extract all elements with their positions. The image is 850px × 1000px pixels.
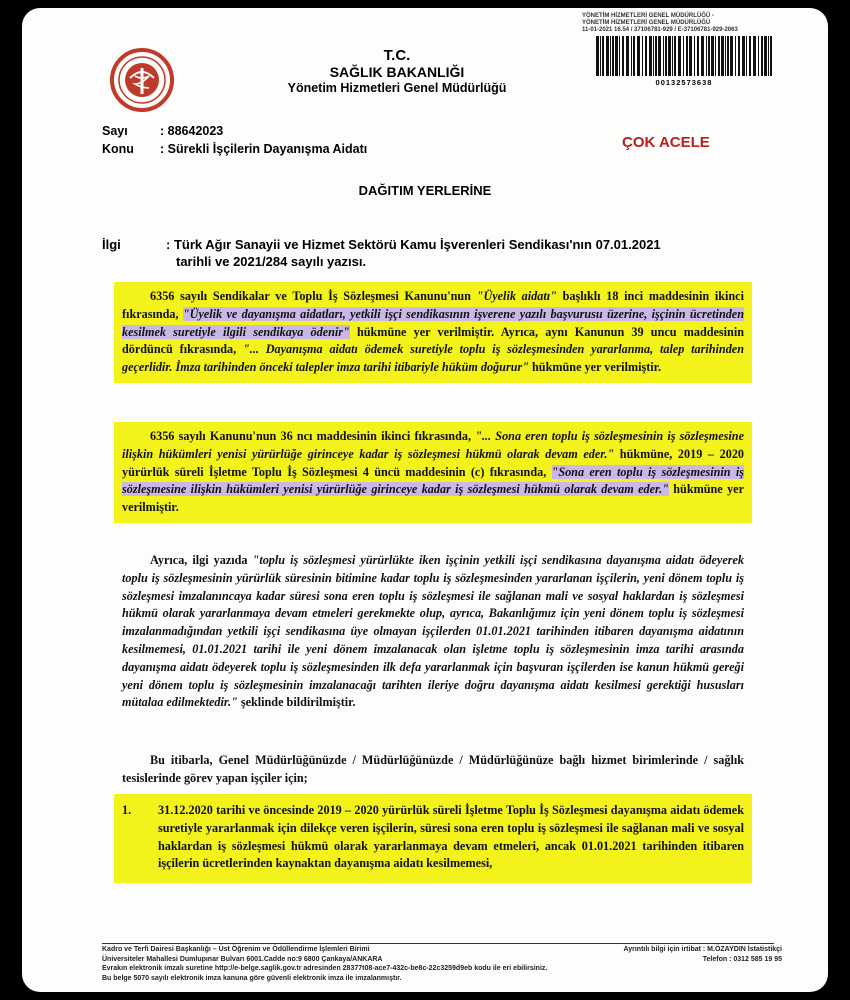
barcode-bar <box>764 36 767 76</box>
barcode-bar <box>622 36 624 76</box>
barcode-bar <box>674 36 676 76</box>
barcode-bar <box>683 36 684 76</box>
barcode-bar <box>678 36 681 76</box>
p2-text-2: hükmüne, 2019 – 2020 yürürlük süreli İşletme Toplu İş Sözleşmesi 4 üncü maddesinin (c) fıkrasında, <box>122 446 745 479</box>
barcode-bar <box>610 36 611 76</box>
list-item-number: 1. <box>122 803 132 817</box>
barcode-bar <box>637 36 640 76</box>
p1-text-2: başlıklı 18 inci maddesinin ikinci fıkrasında, <box>122 289 744 321</box>
p2-text-3: hükmüne yer verilmiştir. <box>122 482 744 515</box>
document-page <box>22 8 828 992</box>
paragraph-2 <box>114 422 752 523</box>
barcode-bar <box>694 36 695 76</box>
barcode-bar <box>658 36 661 76</box>
barcode-bar <box>672 36 673 76</box>
barcode-bar <box>758 36 759 76</box>
ministry-header <box>222 48 572 96</box>
barcode-bar <box>626 36 629 76</box>
distribution-heading: DAĞITIM YERLERİNE <box>358 183 492 198</box>
footer-esignature: Bu belge 5070 sayılı elektronik imza kanuna göre güvenli elektronik imza ile imzalanmıştır. <box>102 974 402 982</box>
paragraph-4 <box>114 746 752 794</box>
reference-label: İlgi <box>102 237 121 252</box>
konu-row <box>102 142 367 156</box>
footer-divider <box>102 943 774 944</box>
header-ministry: SAĞLIK BAKANLIĞI <box>329 64 465 80</box>
konu-value: : Sürekli İşçilerin Dayanışma Aidatı <box>160 142 368 156</box>
reference-text <box>166 236 746 270</box>
footer-contact: Ayrıntılı bilgi için irtibat : M.ÖZAYDIN İstatistikçi <box>623 946 782 953</box>
p1-text-3: hükmüne yer verilmiştir. Ayrıca, aynı Kanunun 39 uncu maddesinin dördüncü fıkrasında, <box>122 324 744 357</box>
p1-text-4: hükmüne yer verilmiştir. <box>528 360 662 375</box>
barcode-bar <box>663 36 664 76</box>
p1-quote-title: "Üyelik aidatı" <box>476 289 557 303</box>
barcode-line2: YÖNETİM HİZMETLERİ GENEL MÜDÜRLÜĞÜ <box>582 20 711 26</box>
list-item-text: 31.12.2020 tarihi ve öncesinde 2019 – 2020 yürürlük süreli İşletme Toplu İş Sözleşmesi dayanışma aidatı ödemek suretiyle yararlanmak için dilekçe veren işçilerin, süresi sona eren toplu iş sözleşmesi ile sağlanan mali ve sosyal haklardan iş sözleşmesi hükmü olarak yararlanmaya devam etmeleri, ancak 01.01.2021 tarihinden itibaren işçilerin ücretlerinden kaynaktan dayanışma aidatı kesilmemesi, <box>158 803 744 871</box>
header-tc: T.C. <box>383 47 411 64</box>
paragraph-1 <box>114 282 752 383</box>
barcode-bar <box>689 36 692 76</box>
barcode-bar <box>761 36 763 76</box>
barcode-bar <box>668 36 671 76</box>
barcode-bar <box>735 36 736 76</box>
barcode-bar <box>730 36 733 76</box>
barcode-bar <box>655 36 657 76</box>
barcode-bar <box>727 36 729 76</box>
sayi-value: : 88642023 <box>160 124 224 138</box>
barcode-bar <box>721 36 724 76</box>
p2-quote-law: "... Sona eren toplu iş sözleşmesinin iş sözleşmesine ilişkin hükümleri yenisi yürürlüğe girinceye kadar iş sözleşmesi hükmü olarak devam eder." <box>122 429 744 461</box>
sayi-label: Sayı <box>102 124 128 138</box>
barcode-bar <box>642 36 643 76</box>
footer-department: Kadro ve Terfi Dairesi Başkanlığı – Üst Öğrenim ve Ödüllendirme İşlemleri Birimi <box>102 946 370 953</box>
reference-line2: tarihli ve 2021/284 sayılı yazısı. <box>176 254 367 269</box>
barcode-bar <box>649 36 652 76</box>
p3-quote: "toplu iş sözleşmesi yürürlükte iken işçinin yetkili işçi sendikasına dayanışma aidatı ödeyerek toplu iş sözleşmesinin yürürlük süresinin bitimine kadar toplu iş sözleşmesinden yararlanan işçilerin, yeni dönem toplu iş sözleşmesi imzalanıncaya kadar süresi sona eren toplu iş sözleşmesi ile sağlanan mali ve sosyal haklardan iş sözleşmesi hükmü olarak yararlanmaya devam etmeleri gerekmekte olup, ayrıca, Bakanlığımız için yeni dönem toplu iş sözleşmesi imzalanmadığından yetkili işçi sendikasına üye olmayan işçilerden 01.01.2021 tarihinden itibaren dayanışma aidatının kesilmemesi, 01.01.2021 tarihi ile yeni dönem imzalanacak olan işletme toplu iş sözleşmesinin imza tarihi arasında dayanışma aidatı ödeyerek toplu iş sözleşmesinden ilk defa yararlanmak için başvuran işçilerden ise kanun hükmü gereği yeni dönem toplu iş sözleşmesinin imzalanacağı tarihten ileriye doğru dayanışma aidatı kesilmesi gerektiği hususları mütalaa edilmektedir." <box>122 553 744 710</box>
barcode-bar <box>600 36 601 76</box>
barcode-bar <box>749 36 751 76</box>
urgent-stamp: ÇOK ACELE <box>622 134 710 151</box>
p2-text: 6356 sayılı Kanunu'nun 36 ncı maddesinin ikinci fıkrasında, <box>150 429 476 443</box>
barcode-bar <box>596 36 599 76</box>
barcode-caption <box>582 13 782 34</box>
barcode-bar <box>711 36 714 76</box>
sayi-row <box>102 124 223 138</box>
barcode-bar <box>645 36 647 76</box>
header-directorate: Yönetim Hizmetleri Genel Müdürlüğü <box>287 81 507 95</box>
barcode-bar <box>665 36 667 76</box>
list-item <box>114 794 752 883</box>
barcode-bar <box>725 36 726 76</box>
footer-address: Üniversiteler Mahallesi Dumlupınar Bulvarı 6001.Cadde no:9 6800 Çankaya/ANKARA <box>102 955 383 963</box>
barcode-line1: YÖNETİM HİZMETLERİ GENEL MÜDÜRLÜĞÜ - <box>582 13 714 19</box>
barcode-bar <box>633 36 635 76</box>
barcode-bar <box>615 36 618 76</box>
barcode-bar <box>708 36 710 76</box>
barcode-bar <box>653 36 654 76</box>
footer <box>102 945 782 983</box>
barcode-bar <box>602 36 604 76</box>
ministry-logo-icon <box>110 48 174 112</box>
barcode-bar <box>718 36 720 76</box>
barcode-bar <box>686 36 688 76</box>
barcode-number: 00132573638 <box>655 78 713 87</box>
p2-quote-contract: "Sona eren toplu iş sözleşmesinin iş sözleşmesine ilişkin hükümleri yenisi yürürlüğe girinceye kadar iş sözleşmesi hükmü olarak devam eder." <box>122 464 744 497</box>
barcode-bar <box>612 36 614 76</box>
p4-text: Bu itibarla, Genel Müdürlüğünüzde / Müdürlüğünüzde / Müdürlüğünüze bağlı hizmet birimlerinde / sağlık tesislerinde görev yapan işçiler için; <box>122 753 744 785</box>
p1-text: 6356 sayılı Sendikalar ve Toplu İş Sözleşmesi Kanunu'nun <box>150 289 477 303</box>
barcode-bar <box>768 36 769 76</box>
barcode-bar <box>631 36 632 76</box>
barcode-bar <box>619 36 620 76</box>
p1-quote-solidarity: "... Dayanışma aidatı ödemek suretiyle toplu iş sözleşmesinden yararlanma, talep tarihinden geçerlidir. İmza tarihinden önceki talepler imza tarihi itibariyle hüküm doğurur" <box>122 342 744 375</box>
barcode-bar <box>697 36 699 76</box>
barcode-bar <box>715 36 716 76</box>
p3-text: Ayrıca, ilgi yazıda <box>150 553 253 567</box>
reference-line1: : Türk Ağır Sanayii ve Hizmet Sektörü Kamu İşverenleri Sendikası'nın 07.01.2021 <box>166 237 661 252</box>
barcode-bar <box>606 36 609 76</box>
paragraph-3 <box>114 546 752 718</box>
barcode-bar <box>742 36 745 76</box>
barcode <box>596 36 772 76</box>
barcode-bar <box>706 36 707 76</box>
p1-quote-membership: "Üyelik ve dayanışma aidatları, yetkili işçi sendikasının işverene yazılı başvurusu üzerine, işçinin ücretinden kesilmek suretiyle ilgili sendikaya ödenir" <box>122 306 744 339</box>
barcode-bar <box>701 36 704 76</box>
barcode-bar <box>746 36 747 76</box>
p3-text-2: şeklinde bildirilmiştir. <box>237 695 356 710</box>
barcode-bar <box>753 36 756 76</box>
footer-verification: Evrakın elektronik imzalı suretine http://e-belge.saglik.gov.tr adresinden 28377t08-ace7-432c-be8c-22c3259d9eb kodu ile eri ebilirsiniz. <box>102 965 548 972</box>
konu-label: Konu <box>102 142 134 156</box>
barcode-bar <box>770 36 772 76</box>
footer-phone: Telefon : 0312 585 19 95 <box>702 955 782 963</box>
barcode-bar <box>738 36 740 76</box>
barcode-line3: 11-01-2021 16.54 / 37106781-929 / E-37106781-929-2063 <box>582 27 738 33</box>
